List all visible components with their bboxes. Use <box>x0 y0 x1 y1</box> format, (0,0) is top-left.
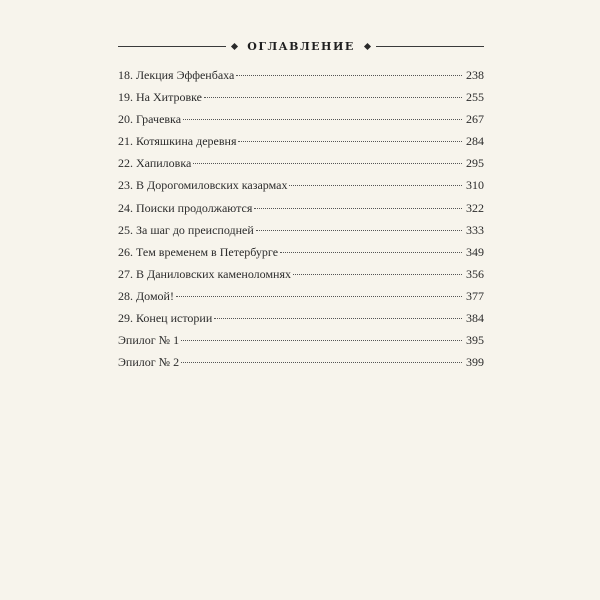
toc-entry-title: 18. Лекция Эффенбаха <box>118 68 235 82</box>
right-diamond-ornament <box>364 42 371 49</box>
toc-entry <box>118 156 484 178</box>
toc-entry-title: 29. Конец истории <box>118 311 213 326</box>
dot-leader <box>256 230 462 231</box>
toc-entry <box>118 289 484 311</box>
toc-entry-page: 384 <box>466 311 484 326</box>
toc-entry <box>118 311 484 333</box>
toc-entry-title: 26. Тем временем в Петербурге <box>118 244 279 259</box>
dot-leader <box>236 75 462 76</box>
toc-entry-page: 238 <box>466 68 484 82</box>
toc-entry <box>118 90 484 112</box>
toc-entry <box>118 112 484 134</box>
toc-entry-page: 333 <box>466 222 484 237</box>
toc-entry-title: 23. В Дорогомиловских казармах <box>118 178 288 193</box>
toc-list <box>118 68 484 377</box>
toc-entry <box>118 178 484 200</box>
toc-entry-title: Эпилог № 1 <box>118 333 180 348</box>
toc-entry <box>118 355 484 377</box>
toc-entry-title: 28. Домой! <box>118 288 174 303</box>
toc-entry <box>118 333 484 355</box>
left-diamond-ornament <box>231 42 238 49</box>
toc-entry <box>118 267 484 289</box>
toc-entry-page: 356 <box>466 266 484 281</box>
left-rule <box>118 46 226 47</box>
toc-entry-page: 399 <box>466 355 484 370</box>
toc-entry-page: 395 <box>466 333 484 348</box>
dot-leader <box>280 252 462 253</box>
dot-leader <box>181 362 462 363</box>
dot-leader <box>254 208 462 209</box>
toc-entry-title: 27. В Даниловских каменоломнях <box>118 266 291 281</box>
dot-leader <box>181 340 462 341</box>
toc-entry-page: 267 <box>466 112 484 127</box>
toc-entry-title: 19. На Хитровке <box>118 90 202 105</box>
toc-entry-page: 295 <box>466 156 484 171</box>
dot-leader <box>193 163 462 164</box>
dot-leader <box>176 296 462 297</box>
toc-entry <box>118 68 484 90</box>
toc-entry-page: 322 <box>466 200 484 215</box>
toc-entry <box>118 245 484 267</box>
toc-entry-page: 284 <box>466 134 484 149</box>
right-rule <box>376 46 484 47</box>
toc-title: ОГЛАВЛЕНИЕ <box>247 39 355 53</box>
toc-entry <box>118 134 484 156</box>
dot-leader <box>204 97 462 98</box>
dot-leader <box>293 274 462 275</box>
toc-entry-title: 25. За шаг до преисподней <box>118 222 254 237</box>
dot-leader <box>289 185 462 186</box>
toc-entry-title: 20. Грачевка <box>118 112 182 127</box>
toc-entry-title: 22. Хапиловка <box>118 156 192 171</box>
dot-leader <box>183 119 462 120</box>
toc-entry-title: Эпилог № 2 <box>118 355 180 370</box>
toc-entry-title: 21. Котяшкина деревня <box>118 134 237 149</box>
toc-header <box>118 36 484 56</box>
dot-leader <box>238 141 462 142</box>
toc-entry-page: 255 <box>466 90 484 105</box>
toc-entry-page: 310 <box>466 178 484 193</box>
toc-entry-page: 349 <box>466 244 484 259</box>
toc-entry-title: 24. Поиски продолжаются <box>118 200 253 215</box>
toc-entry-page: 377 <box>466 288 484 303</box>
toc-entry <box>118 201 484 223</box>
toc-entry <box>118 223 484 245</box>
dot-leader <box>214 318 462 319</box>
